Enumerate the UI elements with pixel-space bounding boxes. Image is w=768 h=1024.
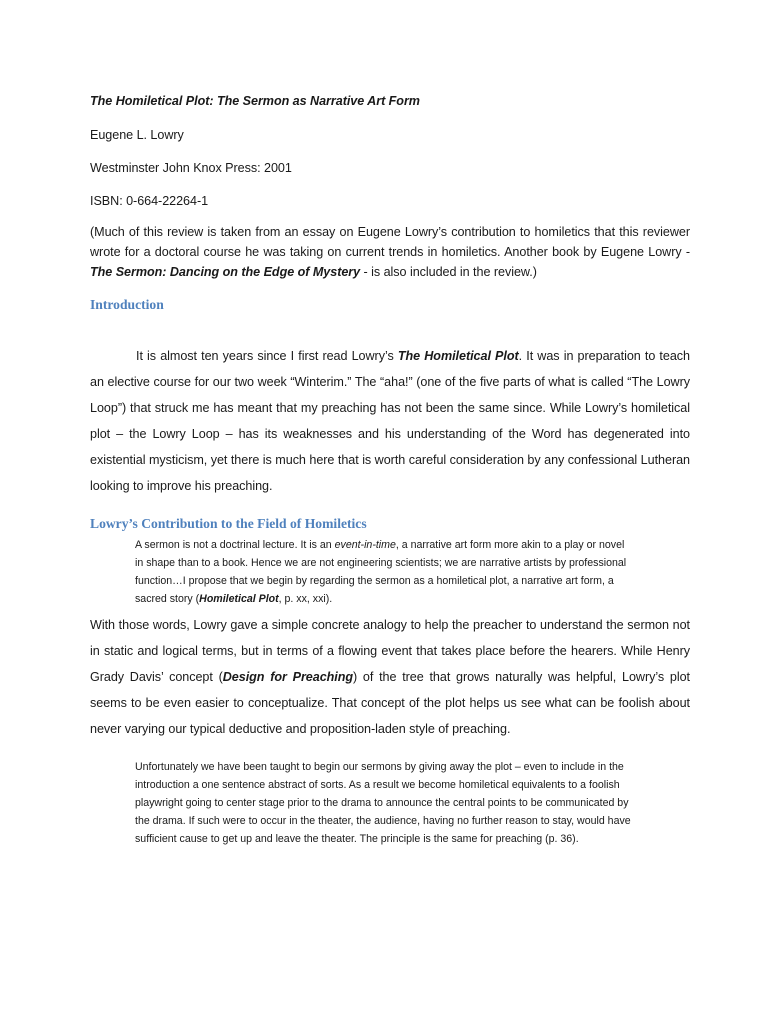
intro-book-title: The Homiletical Plot — [397, 349, 519, 363]
second-book-title: The Sermon: Dancing on the Edge of Mystery — [90, 265, 361, 279]
book-author: Eugene L. Lowry — [90, 128, 184, 142]
review-note-text: (Much of this review is taken from an essay on Eugene Lowry’s contribution to homiletics that this reviewer wrote for a doctoral course he was taking on current trends in homiletics. Another book by Eugene Lowry - — [90, 225, 690, 259]
quote1-citation: Homiletical Plot — [199, 593, 279, 605]
introduction-paragraph — [90, 343, 690, 499]
book-title: The Homiletical Plot: The Sermon as Narrative Art Form — [90, 94, 420, 108]
book-publisher: Westminster John Knox Press: 2001 — [90, 161, 292, 175]
p2-text-end: ) of the tree that grows naturally was helpful, Lowry’s plot seems to be even easier to conceptualize. That concept of the plot helps us see what can be foolish about never varying our typical deductive and proposition-laden style of preaching. — [90, 670, 690, 736]
review-note-text-end: - is also included in the review.) — [360, 265, 537, 279]
p2-text: With those words, Lowry gave a simple concrete analogy to help the preacher to understand the sermon not in static and logical terms, but in terms of a flowing event that takes place before the hearers. While Henry Grady Davis’ concept ( — [90, 618, 690, 684]
quote1-text-end: , p. xx, xxi). — [278, 593, 333, 605]
quote1-text: A sermon is not a doctrinal lecture. It is an — [135, 539, 335, 551]
block-quote-1 — [135, 536, 635, 608]
p2-book-title: Design for Preaching — [222, 670, 354, 684]
contribution-heading: Lowry’s Contribution to the Field of Homiletics — [90, 516, 367, 531]
book-isbn: ISBN: 0-664-22264-1 — [90, 194, 209, 208]
introduction-heading: Introduction — [90, 297, 164, 312]
quote1-text-mid: , a narrative art form more akin to a play or novel in shape than to a book. Hence we are not engineering scientists; we are narrative artists by professional function…I propose that we begin by regarding the sermon as a homiletical plot, a narrative art form, a sacred story ( — [135, 539, 627, 605]
review-note — [90, 222, 690, 282]
quote1-italic: event-in-time — [334, 539, 396, 551]
contribution-paragraph — [90, 612, 690, 742]
intro-text-end: . It was in preparation to teach an elective course for our two week “Winterim.” The “aha!” (one of the five parts of what is called “The Lowry Loop”) that struck me has meant that my preaching has not been the same since. While Lowry’s homiletical plot – the Lowry Loop – has its weaknesses and his understanding of the Word has degenerated into existential mysticism, yet there is much here that is worth careful consideration by any confessional Lutheran looking to improve his preaching. — [90, 349, 690, 493]
intro-text: It is almost ten years since I first read Lowry’s — [136, 349, 398, 363]
block-quote-2: Unfortunately we have been taught to begin our sermons by giving away the plot – even to include in the introduction a one sentence abstract of sorts. As a result we become homiletical equivalents to a foolish playwright going to center stage prior to the drama to announce the central points to be communicated by the drama. If such were to occur in the theater, the audience, having no further reason to stay, would have sufficient cause to get up and leave the theater. The principle is the same for preaching (p. 36). — [135, 761, 631, 845]
